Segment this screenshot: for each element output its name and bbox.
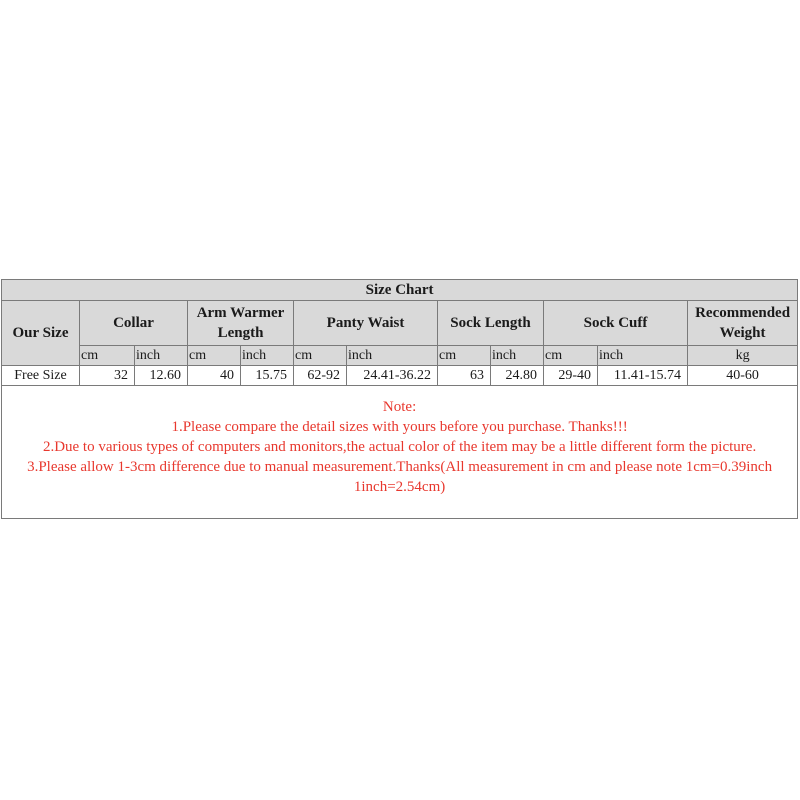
note-line-2: 2.Due to various types of computers and monitors,the actual color of the item may be a little different form the picture. — [42, 439, 757, 455]
unit-collar-inch: inch — [135, 346, 188, 366]
unit-panty-inch: inch — [347, 346, 438, 366]
unit-weight-kg: kg — [688, 346, 798, 366]
cell-collar-inch: 12.60 — [135, 366, 188, 386]
notes-block — [2, 386, 798, 519]
cell-arm-inch: 15.75 — [241, 366, 294, 386]
header-arm-warmer-length: Arm Warmer Length — [188, 301, 294, 346]
unit-sock-cuff-cm: cm — [544, 346, 598, 366]
cell-sock-length-cm: 63 — [438, 366, 491, 386]
header-panty-waist: Panty Waist — [294, 301, 438, 346]
cell-panty-inch: 24.41-36.22 — [347, 366, 438, 386]
cell-weight: 40-60 — [688, 366, 798, 386]
note-line-3: 3.Please allow 1-3cm difference due to manual measurement.Thanks(All measurement in cm and please note 1cm=0.39inch 1inch=2.54cm) — [27, 459, 773, 495]
header-our-size: Our Size — [2, 301, 80, 366]
cell-sock-cuff-inch: 11.41-15.74 — [598, 366, 688, 386]
unit-sock-cuff-inch: inch — [598, 346, 688, 366]
unit-sock-length-cm: cm — [438, 346, 491, 366]
unit-sock-length-inch: inch — [491, 346, 544, 366]
cell-sock-length-inch: 24.80 — [491, 366, 544, 386]
cell-sock-cuff-cm: 29-40 — [544, 366, 598, 386]
unit-collar-cm: cm — [80, 346, 135, 366]
header-recommended-weight: Recommended Weight — [688, 301, 798, 346]
header-sock-length: Sock Length — [438, 301, 544, 346]
unit-arm-cm: cm — [188, 346, 241, 366]
table-row — [2, 366, 798, 386]
note-line-1: 1.Please compare the detail sizes with yours before you purchase. Thanks!!! — [171, 419, 628, 435]
cell-size: Free Size — [2, 366, 80, 386]
cell-panty-cm: 62-92 — [294, 366, 347, 386]
unit-arm-inch: inch — [241, 346, 294, 366]
cell-collar-cm: 32 — [80, 366, 135, 386]
size-chart-title: Size Chart — [2, 280, 798, 301]
header-sock-cuff: Sock Cuff — [544, 301, 688, 346]
cell-arm-cm: 40 — [188, 366, 241, 386]
size-chart-table — [1, 279, 798, 519]
unit-panty-cm: cm — [294, 346, 347, 366]
header-collar: Collar — [80, 301, 188, 346]
note-heading: Note: — [382, 399, 417, 415]
